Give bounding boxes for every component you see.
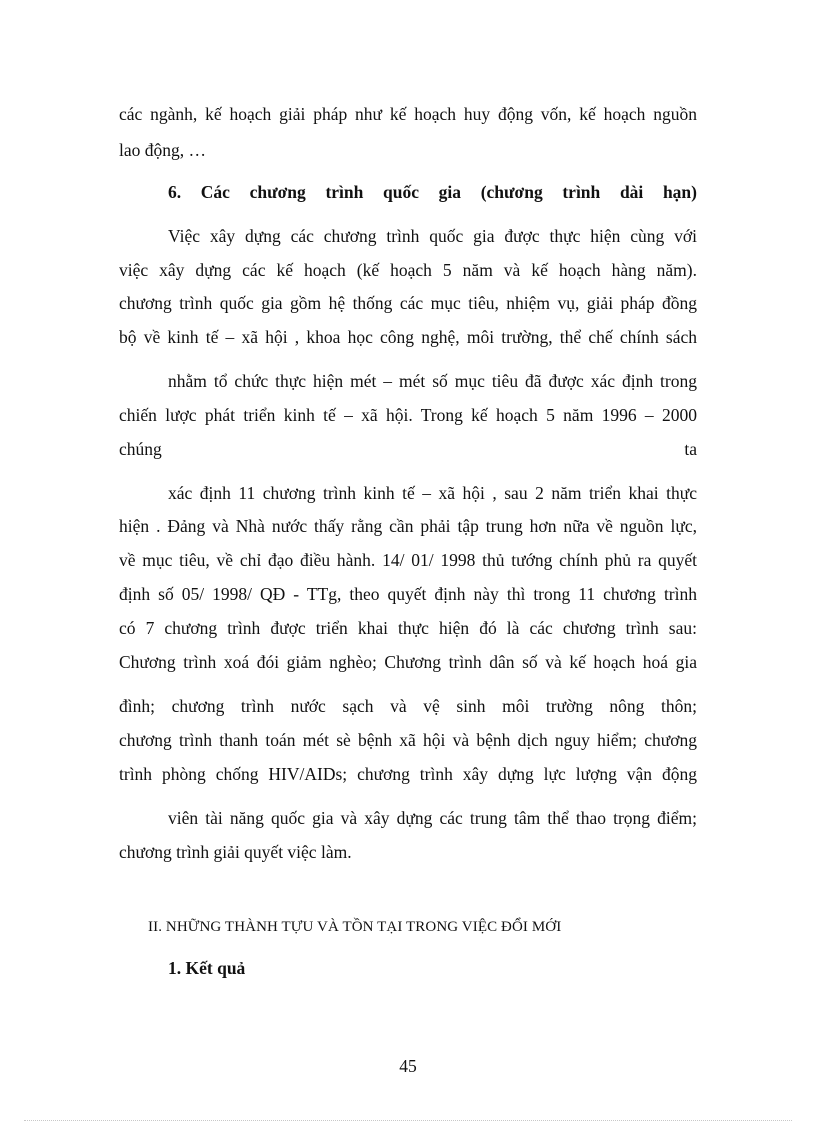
subheading: 1. Kết quả (168, 958, 246, 978)
paragraph-line: việc xây dựng các kế hoạch (kế hoạch 5 năm và kế hoạch hàng năm). (119, 260, 697, 280)
paragraph-line: lao động, … (119, 140, 207, 160)
split-line-left: chúng (119, 439, 162, 459)
section-heading-6: 6. Các chương trình quốc gia (chương trình dài hạn) (168, 182, 697, 202)
paragraph-line: bộ về kinh tế – xã hội , khoa học công nghệ, môi trường, thể chế chính sách (119, 327, 697, 347)
paragraph-line: chương trình thanh toán mét sè bệnh xã hội và bệnh dịch nguy hiểm; chương (119, 730, 697, 750)
paragraph-line: về mục tiêu, về chỉ đạo điều hành. 14/ 01/ 1998 thủ tướng chính phủ ra quyết (119, 550, 697, 570)
paragraph-line: chiến lược phát triển kinh tế – xã hội. Trong kế hoạch 5 năm 1996 – 2000 (119, 405, 697, 425)
paragraph-line: các ngành, kế hoạch giải pháp như kế hoạch huy động vốn, kế hoạch nguồn (119, 104, 697, 124)
paragraph-line: đình; chương trình nước sạch và vệ sinh môi trường nông thôn; (119, 696, 697, 716)
paragraph-line: xác định 11 chương trình kinh tế – xã hội , sau 2 năm triển khai thực (168, 483, 697, 503)
section-title: II. NHỮNG THÀNH TỰU VÀ TỒN TẠI TRONG VIỆC ĐỔI MỚI (148, 919, 562, 935)
paragraph-line: nhằm tổ chức thực hiện mét – mét số mục tiêu đã được xác định trong (168, 371, 697, 391)
paragraph-line: chương trình giải quyết việc làm. (119, 842, 352, 862)
paragraph-line: Chương trình xoá đói giảm nghèo; Chương trình dân số và kế hoạch hoá gia (119, 652, 697, 672)
split-line-right: ta (684, 439, 697, 459)
paragraph-line: định số 05/ 1998/ QĐ - TTg, theo quyết định này thì trong 11 chương trình (119, 584, 697, 604)
paragraph-line: Việc xây dựng các chương trình quốc gia được thực hiện cùng với (168, 226, 697, 246)
page-number: 45 (399, 1056, 417, 1076)
page-divider (24, 1120, 792, 1121)
paragraph-line: trình phòng chống HIV/AIDs; chương trình xây dựng lực lượng vận động (119, 764, 697, 784)
paragraph-line: hiện . Đảng và Nhà nước thấy rằng cần phải tập trung hơn nữa về nguồn lực, (119, 516, 697, 536)
paragraph-line: chương trình quốc gia gồm hệ thống các mục tiêu, nhiệm vụ, giải pháp đồng (119, 293, 697, 313)
paragraph-line: viên tài năng quốc gia và xây dựng các trung tâm thể thao trọng điểm; (168, 808, 697, 828)
paragraph-line: có 7 chương trình được triển khai thực hiện đó là các chương trình sau: (119, 618, 697, 638)
